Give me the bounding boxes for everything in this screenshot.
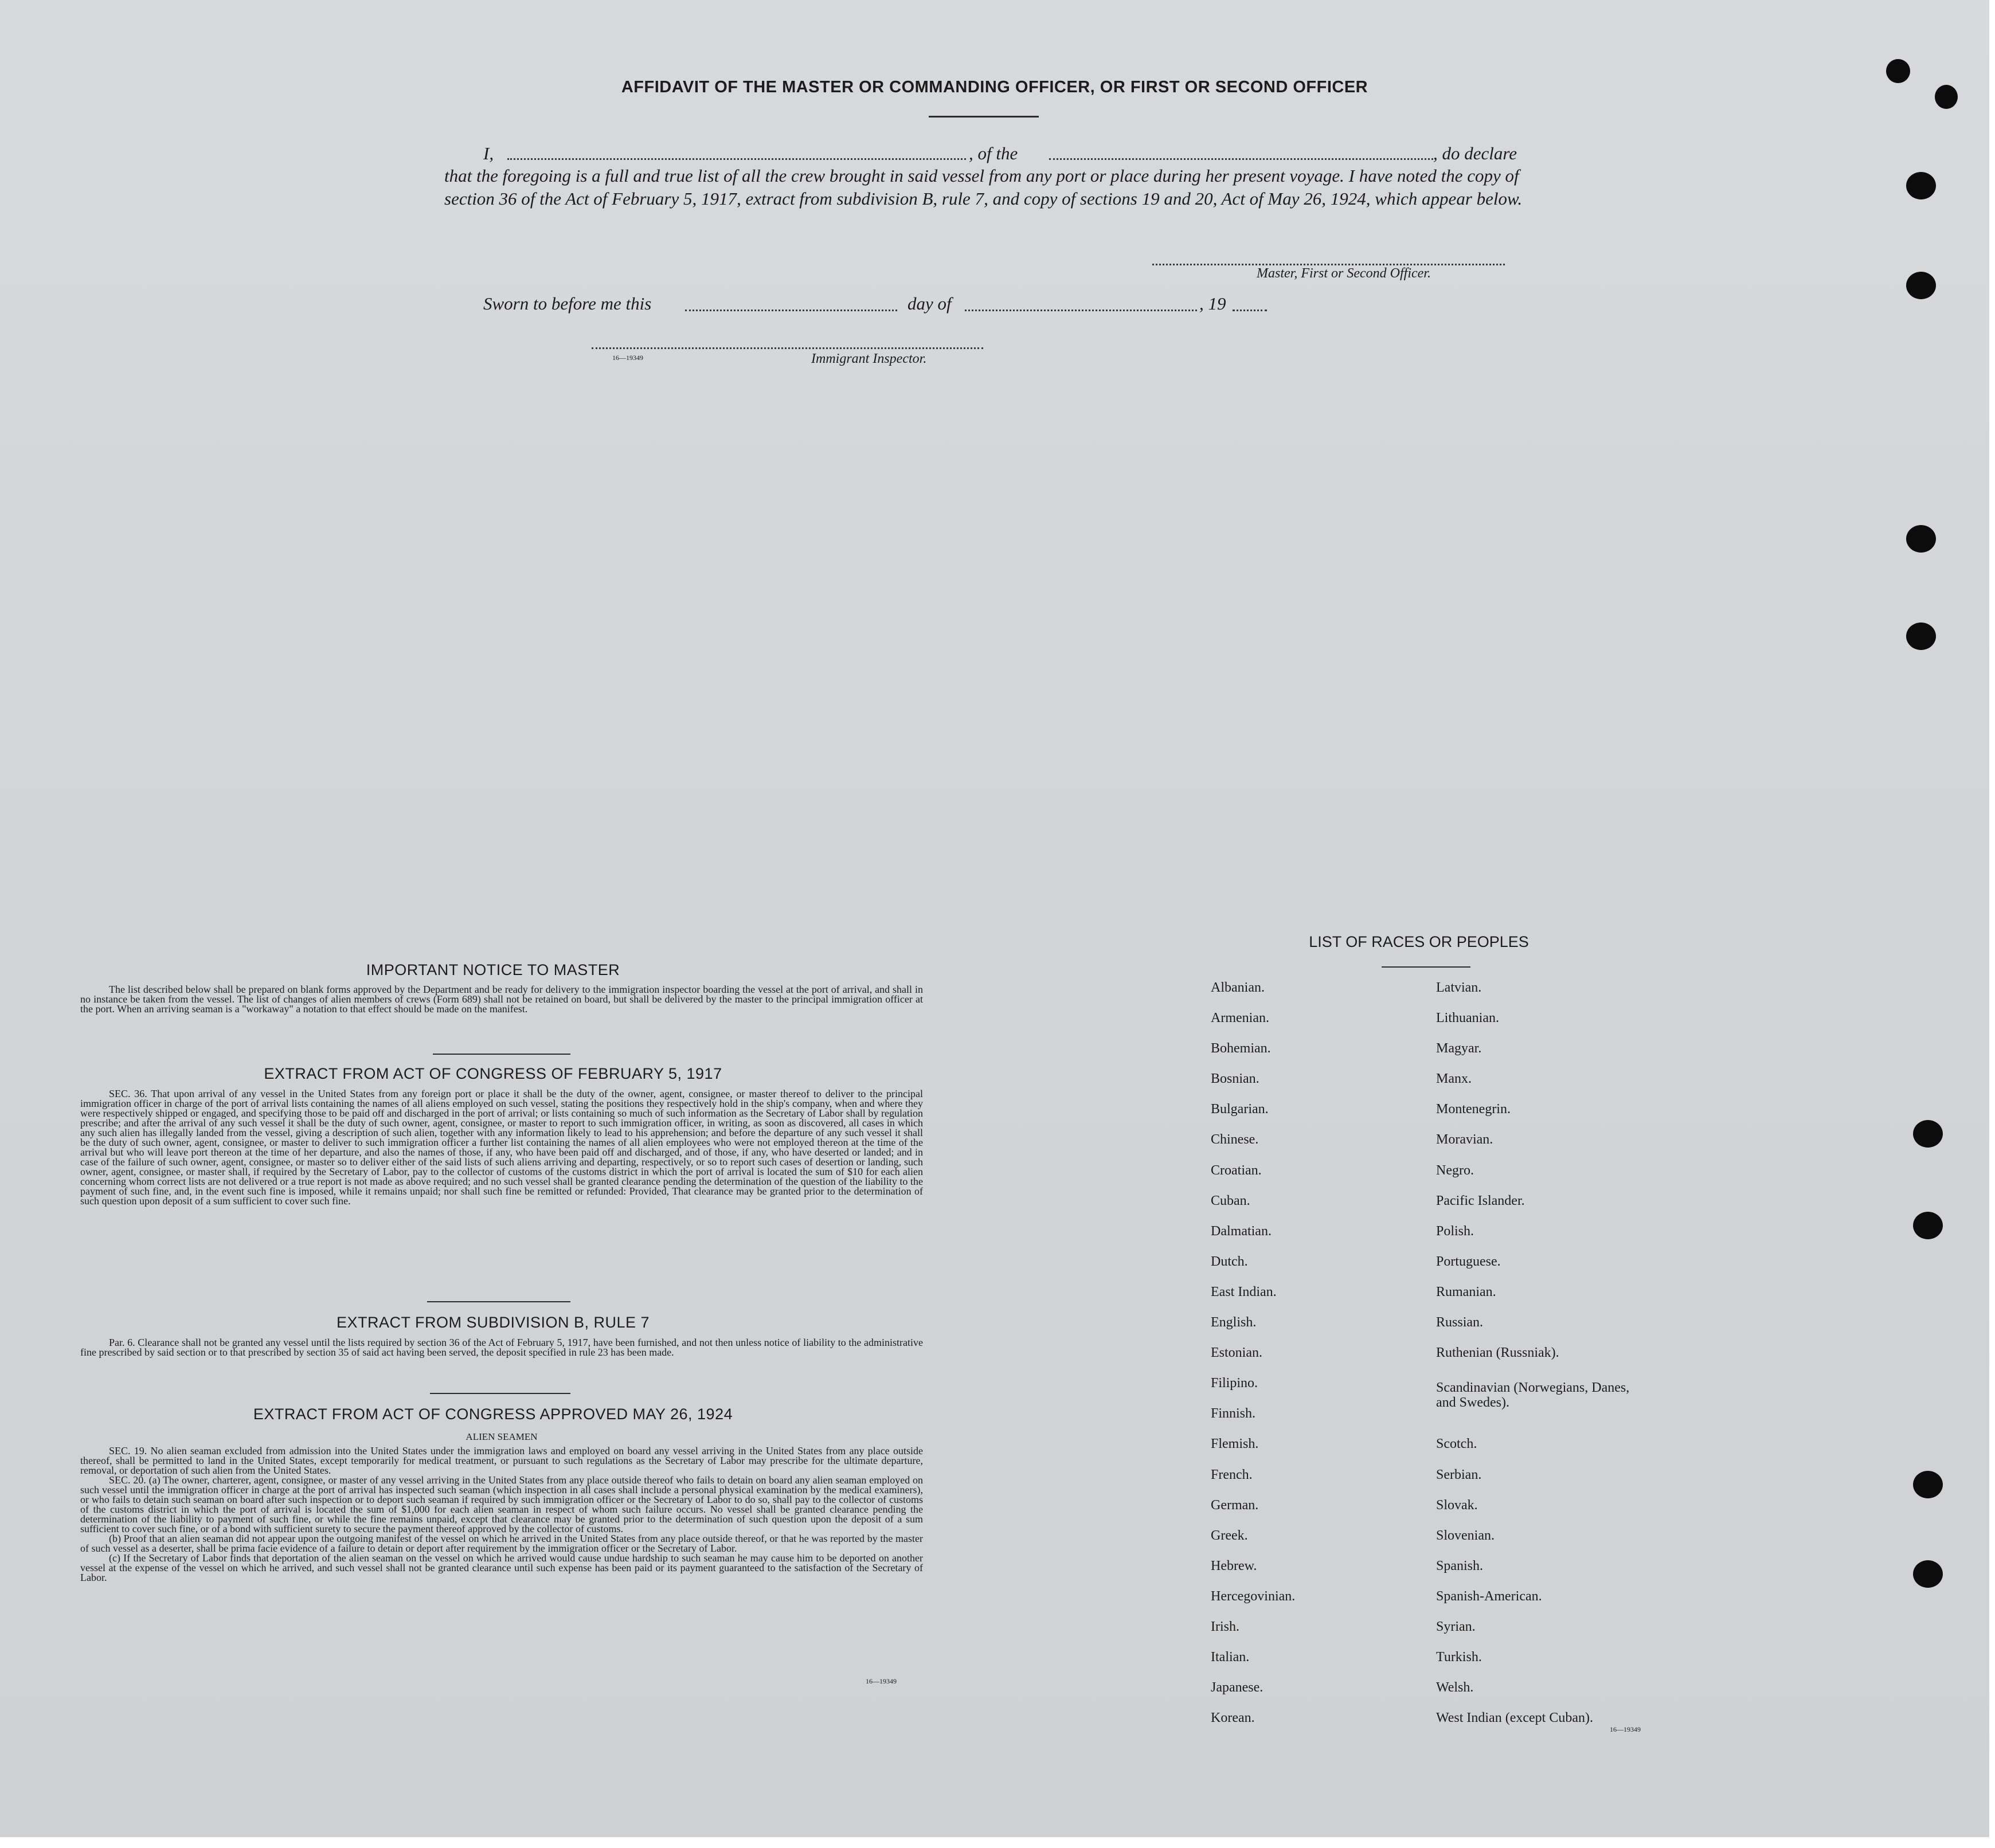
punch-hole-icon	[1906, 525, 1936, 553]
race-item: Italian.	[1211, 1650, 1250, 1665]
race-item: Bosnian.	[1211, 1071, 1259, 1087]
notice-text	[80, 985, 923, 1014]
affidavit-i-label: I,	[483, 143, 494, 163]
race-item: Spanish.	[1436, 1558, 1484, 1573]
race-item: Japanese.	[1211, 1680, 1264, 1696]
affidavit-do-declare-label: , do declare	[1433, 143, 1517, 163]
extract-rule7-title: EXTRACT FROM SUBDIVISION B, RULE 7	[336, 1314, 650, 1331]
affidavit-form-number: 16—19349	[612, 354, 643, 362]
race-item: Polish.	[1436, 1223, 1474, 1239]
section-divider	[430, 1393, 570, 1394]
section-20c-paragraph: (c) If the Secretary of Labor finds that deportation of the alien seaman on the vessel on which he arrived would cause undue hardship to such seaman he may cause him to be deported on another vessel at the expense of the vessel on which he arrived, and such vessel shall not be granted clearance until such expense has been paid or its payment guaranteed to the satisfaction of the Secretary of Labor.	[80, 1552, 923, 1583]
races-form-number: 16—19349	[1610, 1725, 1641, 1733]
race-item: Hercegovinian.	[1211, 1588, 1296, 1604]
alien-seamen-subtitle: ALIEN SEAMEN	[466, 1431, 538, 1442]
extract-1924-text	[80, 1432, 923, 1583]
sworn-year-label: , 19	[1199, 293, 1226, 314]
race-item: Latvian.	[1436, 980, 1482, 995]
race-item: Moravian.	[1436, 1132, 1493, 1148]
extract-1924-title: EXTRACT FROM ACT OF CONGRESS APPROVED MAY 26, 1924	[253, 1405, 733, 1423]
name-blank[interactable]	[507, 158, 966, 160]
sworn-year-blank[interactable]	[1233, 310, 1267, 311]
extract-rule7-text	[80, 1338, 923, 1357]
race-item: Chinese.	[1211, 1132, 1259, 1148]
punch-hole-icon	[1906, 622, 1936, 650]
inspector-caption: Immigrant Inspector.	[811, 351, 927, 366]
race-item: Filipino.	[1211, 1376, 1258, 1391]
section-36-paragraph: SEC. 36. That upon arrival of any vessel in the United States from any foreign port or place it shall be the duty of the owner, agent, consignee, or master thereof to deliver to the principal immigration officer in charge of the port of arrival lists containing the names of all aliens employed on such vessel, stating the positions they respectively hold in the ship's company, when and where they were respectively shipped or engaged, and specifying those to be paid off and discharged in the port of arrival; or lists containing so much of such information as the Secretary of Labor shall by regulation prescribe; and after the arrival of any such vessel it shall be the duty of such owner, agent, consignee, or master to report to such immigration officer, in writing, as soon as discovered, all cases in which any such alien has illegally landed from the vessel, giving a description of such alien, together with any information likely to lead to his apprehension; and before the departure of any such vessel it shall be the duty of such owner, agent, consignee, or master to deliver to such immigration officer a further list containing the names of all alien employees who were not employed thereon at the time of the arrival but who will leave port thereon at the time of her departure, and also the names of those, if any, who have been paid off and discharged, and of those, if any, who have deserted or landed; and in case of the failure of such owner, agent, consignee, or master so to deliver either of the said lists of such aliens arriving and departing, respectively, or so to report such cases of desertion or landing, such owner, agent, consignee, or master shall, if required by the Secretary of Labor, pay to the collector of customs of the customs district in which the port of arrival is located the sum of $10 for each alien concerning whom correct lists are not delivered or a true report is not made as above required; and no such vessel shall be granted clearance pending the determination of the question of the liability to the payment of such fine, and, in the event such fine is imposed, while it remains unpaid; nor shall such fine be remitted or refunded: Provided, That clearance may be granted prior to the determination of such question upon deposit of a sum sufficient to cover such fine.	[80, 1088, 923, 1207]
punch-hole-icon	[1906, 272, 1936, 299]
race-item: East Indian.	[1211, 1284, 1277, 1299]
race-item: Negro.	[1436, 1162, 1474, 1178]
race-item: Bulgarian.	[1211, 1102, 1269, 1117]
section-divider	[433, 1054, 570, 1055]
race-item: Korean.	[1211, 1710, 1255, 1726]
section-20a-paragraph: SEC. 20. (a) The owner, charterer, agent, consignee, or master of any vessel arriving in the United States from any place outside thereof who fails to detain on board any alien seaman employed on such vessel until the immigration officer in charge at the port of arrival has inspected such seaman (which inspection in all cases shall include a personal physical examination by the medical examiners), or who fails to detain such seaman on board after such inspection or to deport such seaman if required by such immigration officer or the Secretary of Labor to do so, shall pay to the collector of customs of the customs district in which the port of arrival is located the sum of $1,000 for each alien seaman in respect of whom such failure occurs. No vessel shall be granted clearance pending the determination of the liability to payment of such fine, or while the fine remains unpaid, except that clearance may be granted prior to the determination of such question upon the deposit of a sum sufficient to cover such fine, or of a bond with sufficient surety to secure the payment thereof approved by the collector of customs.	[80, 1474, 923, 1534]
extract-form-number: 16—19349	[866, 1677, 897, 1685]
races-right-column	[1436, 980, 1642, 1741]
extract-1917-title: EXTRACT FROM ACT OF CONGRESS OF FEBRUARY 5, 1917	[264, 1065, 722, 1082]
races-divider	[1382, 966, 1470, 968]
race-item: Hebrew.	[1211, 1558, 1257, 1573]
punch-hole-icon	[1913, 1560, 1943, 1588]
punch-hole-icon	[1913, 1120, 1943, 1148]
race-item: Spanish-American.	[1436, 1588, 1542, 1604]
race-item: Manx.	[1436, 1071, 1472, 1087]
race-item: Greek.	[1211, 1528, 1248, 1543]
race-item: Dutch.	[1211, 1254, 1248, 1269]
race-item: German.	[1211, 1497, 1259, 1513]
race-item: Slovak.	[1436, 1497, 1478, 1513]
race-item: Rumanian.	[1436, 1284, 1496, 1299]
race-item: Flemish.	[1211, 1436, 1259, 1452]
race-item: Syrian.	[1436, 1619, 1476, 1634]
par-6-paragraph: Par. 6. Clearance shall not be granted any vessel until the lists required by section 36 of the Act of February 5, 1917, have been furnished, and not then unless notice of liability to the administrative fine prescribed by said section or to that prescribed by section 35 of said act having been served, the deposit specified in rule 23 has been made.	[80, 1337, 923, 1358]
race-item: English.	[1211, 1315, 1257, 1330]
race-item: Montenegrin.	[1436, 1102, 1511, 1117]
section-divider	[427, 1301, 570, 1302]
race-item: Croatian.	[1211, 1162, 1262, 1178]
punch-hole-icon	[1913, 1471, 1943, 1498]
affidavit-of-the-label: , of the	[969, 143, 1018, 163]
race-item: Bohemian.	[1211, 1041, 1271, 1056]
race-item: Armenian.	[1211, 1011, 1269, 1026]
race-item: Albanian.	[1211, 980, 1265, 995]
section-20b-paragraph: (b) Proof that an alien seaman did not appear upon the outgoing manifest of the vessel on which he arrived in the United States from any place outside thereof, or that he was reported by the master of such vessel as a deserter, shall be prima facie evidence of a failure to detain or deport after requirement by the immigration officer or the Secretary of Labor.	[80, 1533, 923, 1554]
race-item: Turkish.	[1436, 1650, 1482, 1665]
races-title: LIST OF RACES OR PEOPLES	[1309, 933, 1529, 950]
race-item: Lithuanian.	[1436, 1011, 1499, 1026]
race-item: Scandinavian (Norwegians, Danes, and Swedes).	[1436, 1380, 1630, 1411]
race-item: Estonian.	[1211, 1345, 1262, 1361]
punch-hole-icon	[1913, 1212, 1943, 1239]
race-item: Finnish.	[1211, 1406, 1256, 1422]
race-item: Slovenian.	[1436, 1528, 1495, 1543]
race-item: Irish.	[1211, 1619, 1239, 1634]
race-item: French.	[1211, 1467, 1253, 1482]
race-item: Welsh.	[1436, 1680, 1474, 1696]
affidavit-title: AFFIDAVIT OF THE MASTER OR COMMANDING OFFICER, OR FIRST OR SECOND OFFICER	[621, 78, 1368, 96]
title-divider	[929, 116, 1039, 118]
race-item: Pacific Islander.	[1436, 1193, 1525, 1208]
race-item: Ruthenian (Russniak).	[1436, 1345, 1559, 1361]
notice-paragraph: The list described below shall be prepared on blank forms approved by the Department and be ready for delivery to the immigration inspector boarding the vessel at the port of arrival, and shall in no instance be taken from the vessel. The list of changes of alien members of crews (Form 689) shall not be retained on board, but shall be delivered by the master to the principal immigration officer at the port. When an arriving seaman is a "workaway" a notation to that effect should be made on the manifest.	[80, 984, 923, 1015]
notice-title: IMPORTANT NOTICE TO MASTER	[366, 961, 620, 978]
race-item: Serbian.	[1436, 1467, 1482, 1482]
signature-caption: Master, First or Second Officer.	[1257, 266, 1431, 281]
sworn-day-blank[interactable]	[685, 310, 897, 311]
sworn-day-of-label: day of	[907, 293, 952, 314]
race-item: Magyar.	[1436, 1041, 1482, 1056]
vessel-blank[interactable]	[1049, 158, 1433, 160]
race-item: Cuban.	[1211, 1193, 1250, 1208]
sworn-month-blank[interactable]	[965, 310, 1197, 311]
extract-1917-text	[80, 1089, 923, 1206]
races-left-column	[1211, 980, 1295, 1741]
race-item: Dalmatian.	[1211, 1223, 1272, 1239]
section-19-paragraph: SEC. 19. No alien seaman excluded from admission into the United States under the immigration laws and employed on board any vessel arriving in the United States from any place outside thereof, shall be permitted to land in the United States, except temporarily for medical treatment, or pursuant to such regulations as the Secretary of Labor may prescribe for the ultimate departure, removal, or deportation of such alien from the United States.	[80, 1445, 923, 1476]
race-item: Russian.	[1436, 1315, 1484, 1330]
race-item: Portuguese.	[1436, 1254, 1501, 1269]
inspector-signature-blank[interactable]	[592, 347, 983, 349]
sworn-prefix: Sworn to before me this	[483, 293, 652, 314]
signature-blank[interactable]	[1152, 264, 1505, 265]
punch-hole-icon	[1906, 172, 1936, 199]
affidavit-body: that the foregoing is a full and true list of all the crew brought in said vessel from any port or place during her present voyage. I have noted the copy of section 36 of the Act of February 5, 1917, extract from subdivision B, rule 7, and copy of sections 19 and 20, Act of May 26, 1924, which appear below.	[444, 166, 1523, 209]
race-item: Scotch.	[1436, 1436, 1477, 1452]
race-item: West Indian (except Cuban).	[1436, 1710, 1593, 1726]
